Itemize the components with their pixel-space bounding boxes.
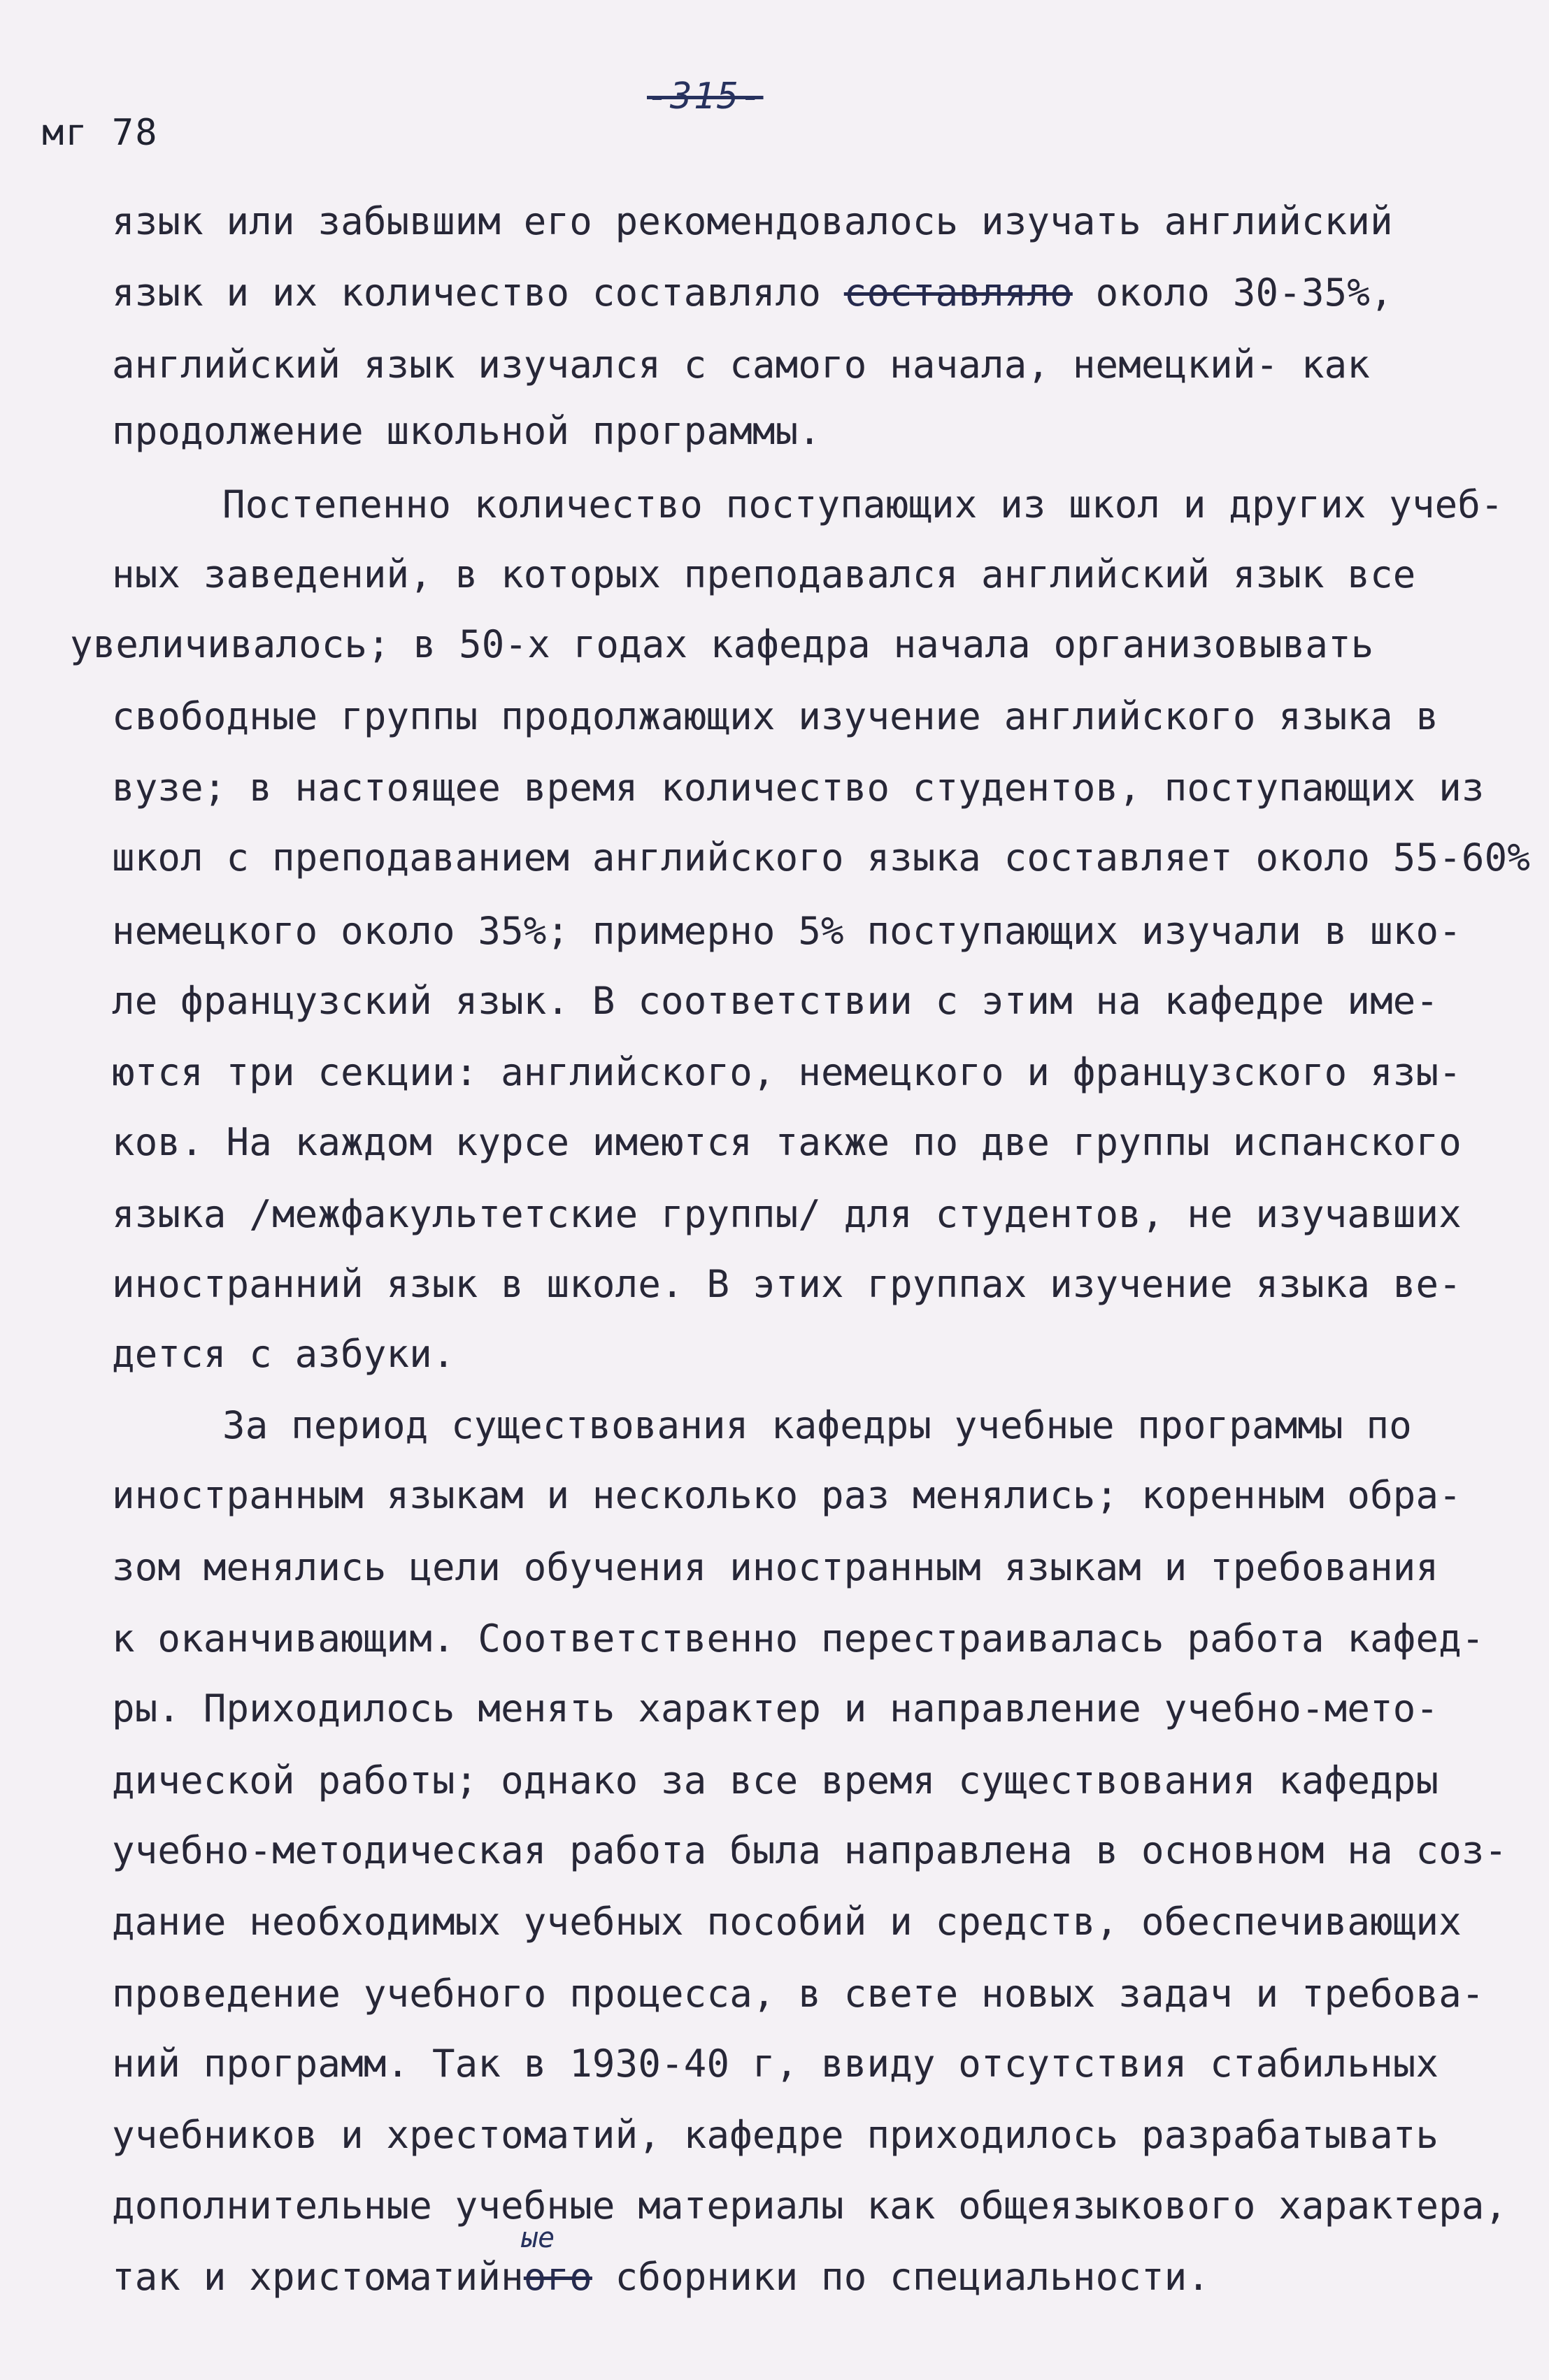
text-line: иностранным языкам и несколько раз менялись; коренным обра-: [112, 1473, 1462, 1517]
text-line: ются три секции: английского, немецкого и французского язы-: [112, 1050, 1462, 1094]
paragraph-first-line: За период существования кафедры учебные программы по: [222, 1403, 1412, 1447]
text-segment: сборники по специальности.: [592, 2255, 1211, 2299]
text-line: английский язык изучался с самого начала, немецкий- как: [112, 343, 1371, 387]
text-line: школ с преподаванием английского языка составляет около 55-60%: [112, 836, 1531, 880]
text-line: ры. Приходилось менять характер и направление учебно-мето-: [112, 1686, 1439, 1730]
text-line: свободные группы продолжающих изучение английского языка в: [112, 694, 1439, 738]
handwritten-correction: ые: [521, 2222, 555, 2254]
struck-word: ого: [523, 2255, 592, 2299]
text-segment: около 30-35%,: [1072, 271, 1393, 315]
text-line: ле французский язык. В соответствии с этим на кафедре име-: [112, 979, 1439, 1023]
archive-code: мг 78: [42, 112, 159, 154]
text-line: вузе; в настоящее время количество студентов, поступающих из: [112, 766, 1485, 810]
text-line: ных заведений, в которых преподавался английский язык все: [112, 552, 1416, 596]
text-line: немецкого около 35%; примерно 5% поступающих изучали в шко-: [112, 909, 1462, 953]
text-line: зом менялись цели обучения иностранным языкам и требования: [112, 1545, 1439, 1589]
text-line: языка /межфакультетские группы/ для студентов, не изучавших: [112, 1192, 1462, 1236]
text-line: [112, 271, 1393, 315]
text-line: учебников и хрестоматий, кафедре приходилось разрабатывать: [112, 2113, 1439, 2157]
text-line: учебно-методическая работа была направлена в основном на соз-: [112, 1828, 1508, 1872]
paragraph-first-line: Постепенно количество поступающих из школ и других учеб-: [222, 482, 1504, 526]
text-line: [112, 2255, 1211, 2299]
struck-word: составляло: [843, 271, 1073, 315]
text-line: иностранний язык в школе. В этих группах изучение языка ве-: [112, 1262, 1462, 1306]
text-line: увеличивалось; в 50-х годах кафедра начала организовывать: [70, 622, 1374, 666]
text-line: продолжение школьной программы.: [112, 409, 822, 453]
page-number: -315-: [647, 76, 764, 117]
text-segment: так и христоматийн: [112, 2255, 524, 2299]
text-line: ков. На каждом курсе имеются также по две группы испанского: [112, 1120, 1462, 1164]
text-segment: язык и их количество составляло: [112, 271, 844, 315]
text-line: дется с азбуки.: [112, 1332, 455, 1376]
text-line: дополнительные учебные материалы как общеязыкового характера,: [112, 2184, 1508, 2228]
text-line: дической работы; однако за все время существования кафедры: [112, 1758, 1439, 1802]
text-line: язык или забывшим его рекомендовалось изучать английский: [112, 199, 1393, 243]
text-line: ний программ. Так в 1930-40 г, ввиду отсутствия стабильных: [112, 2042, 1439, 2086]
text-line: дание необходимых учебных пособий и средств, обеспечивающих: [112, 1900, 1462, 1944]
text-line: к оканчивающим. Соответственно перестраивалась работа кафед-: [112, 1616, 1485, 1661]
text-line: проведение учебного процесса, в свете новых задач и требова-: [112, 1972, 1485, 2016]
